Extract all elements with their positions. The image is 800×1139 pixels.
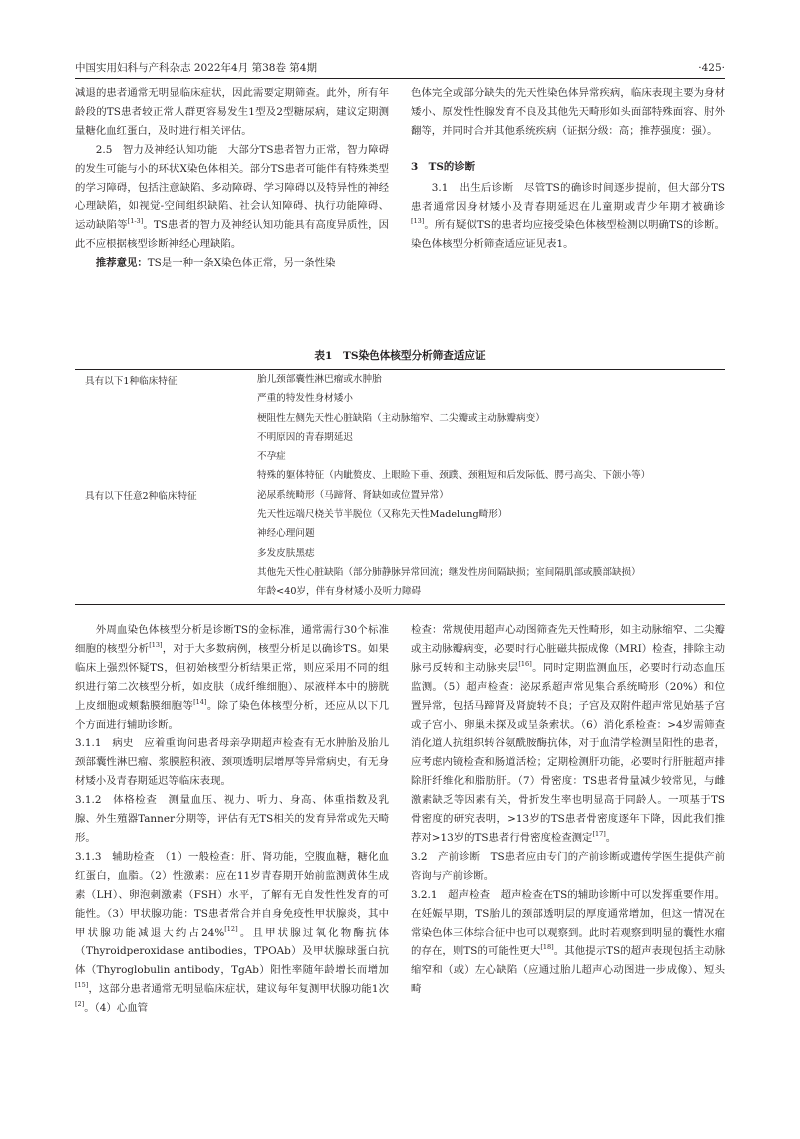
citation: [16] (518, 659, 532, 668)
paragraph: 3.1.2 体格检查 测量血压、视力、听力、身高、体重指数及乳腺、外生殖器Tanner分期等，评估有无TS相关的发育异常或先天畸形。 (75, 794, 389, 844)
paragraph: 色体完全或部分缺失的先天性染色体异常疾病，临床表现主要为身材矮小、原发性性腺发育不良及其他先天畸形如头面部特殊面容、肘外翻等，并同时合并其他系统疾病（证据分级：高；推荐强度：强）。 (411, 87, 725, 137)
running-header (75, 58, 725, 79)
paragraph: 3.2 产前诊断 TS患者应由专门的产前诊断或遗传学医生提供产前咨询与产前诊断。 (411, 850, 725, 882)
recommendation-label: 推荐意见： (95, 257, 148, 270)
paragraph: 3.1.3 辅助检查 （1）一般检查：肝、肾功能，空腹血糖，糖化血红蛋白，血脂。（2）性激素：应在11岁青春期开始前监测黄体生成素（LH）、卵泡刺激素（FSH）水平，了解有无自发性性发育的可能性。（3）甲状腺功能：TS患者常合并自身免疫性甲状腺炎，其中甲状腺功能减退大约占24%[12]。且甲状腺过氧化物酶抗体（Thyroidperoxidase antibodies，TPOAb）及甲状腺球蛋白抗体（Thyroglobulin antibody，TgAb）阳性率随年龄增长而增加[15]，这部分患者通常无明显临床症状，建议每年复测甲状腺功能1次[2]。（4）心血管 (75, 850, 390, 1015)
citation: [12] (224, 924, 238, 933)
citation: [2] (75, 1000, 85, 1009)
table-title: 表1 TS染色体核型分析筛查适应证 (314, 350, 486, 362)
section-heading: 3.2.1 超声检查 (411, 888, 491, 901)
table-group-label: 具有以下1种临床特征 (85, 376, 178, 387)
journal-info: 中国实用妇科与产科杂志 2022年4月 第38卷 第4期 (75, 62, 317, 74)
paragraph: 3.1.1 病史 应着重询问患者母亲孕期超声检查有无水肿胎及胎儿颈部囊性淋巴瘤、浆膜腔积液、颈项透明层增厚等异常病史，有无身材矮小及青春期延迟等临床表现。 (75, 737, 389, 788)
section-heading: 3.1.1 病史 (75, 737, 134, 750)
section-title: 3 TS的诊断 (411, 160, 476, 173)
bottom-right-column (411, 621, 725, 999)
table-row: 多发皮肤黑痣 (257, 547, 315, 559)
top-right-column (411, 84, 725, 254)
section-heading: 3.2 产前诊断 (411, 850, 481, 863)
table-group-label: 具有以下任意2种临床特征 (85, 491, 197, 502)
section-heading: 3.1 出生后诊断 (431, 181, 514, 194)
table-row: 其他先天性心脏缺陷（部分肺静脉异常回流；继发性房间隔缺损；室间隔肌部或膜部缺损） (257, 566, 641, 578)
citation: [17] (592, 829, 606, 838)
table-row: 特殊的躯体特征（内眦赘皮、上眼睑下垂、颈蹼、颈粗短和后发际低、腭弓高尖、下颌小等） (257, 470, 651, 482)
paragraph: 推荐意见：TS是一种一条X染色体正常，另一条性染 (95, 257, 336, 270)
table-row: 神经心理问题 (257, 528, 315, 540)
paragraph: 减退的患者通常无明显临床症状，因此需要定期筛查。此外，所有年龄段的TS患者较正常人群更容易发生1型及2型糖尿病，建议定期测量糖化血红蛋白，及时进行相关评估。 (75, 87, 389, 137)
table-row: 严重的特发性身材矮小 (257, 393, 353, 405)
paragraph: 3.1 出生后诊断 尽管TS的确诊时间逐步提前，但大部分TS患者通常因身材矮小及青春期延迟在儿童期或青少年期才被确诊[13]。所有疑似TS的患者均应接受染色体核型检测以明确TS的诊断。染色体核型分析筛查适应证见表1。 (411, 181, 725, 251)
indication-table (75, 369, 725, 605)
citation: [15] (75, 981, 89, 990)
citation: [1-3] (127, 217, 144, 226)
table-row: 梗阻性左侧先天性心脏缺陷（主动脉缩窄、二尖瓣或主动脉瓣病变） (257, 412, 545, 424)
top-left-column (75, 84, 389, 273)
table-row: 不孕症 (257, 451, 286, 463)
citation: [14] (193, 697, 207, 706)
table-row: 胎儿颈部囊性淋巴瘤或水肿胎 (257, 374, 382, 385)
paragraph: 检查：常规使用超声心动图筛查先天性畸形，如主动脉缩窄、二尖瓣或主动脉瓣病变，必要时行心脏磁共振成像（MRI）检查，排除主动脉弓反转和主动脉夹层[16]。同时定期监测血压，必要时行动态血压监测。（5）超声检查：泌尿系超声常见集合系统畸形（20%）和位置异常，包括马蹄肾及肾旋转不良；子宫及双附件超声常见始基子宫或子宫小、卵巢未探及或呈条索状。（6）消化系检查：>4岁需筛查消化道人抗组织转谷氨酰胺酶抗体，对于血清学检测呈阳性的患者，应考虑内镜检查和肠道活检；定期检测肝功能，必要时行肝脏超声排除肝纤维化和脂肪肝。（7）骨密度：TS患者骨量减少较常见，与雌激素缺乏等因素有关，骨折发生率也明显高于同龄人。一项基于TS骨密度的研究表明，>13岁的TS患者骨密度逐年下降，因此我们推荐对>13岁的TS患者行骨密度检查测定[17]。 (411, 624, 726, 844)
paragraph: 2.5 智力及神经认知功能 大部分TS患者智力正常，智力障碍的发生可能与小的环状X染色体相关。部分TS患者可能伴有特殊类型的学习障碍，包括注意缺陷、多动障碍、学习障碍以及特异性的神经心理缺陷，如视觉-空间组织缺陷、社会认知障碍、执行功能障碍、运动缺陷等[1-3]。TS患者的智力及神经认知功能具有高度异质性，因此不应根据核型诊断神经心理缺陷。 (75, 143, 390, 251)
section-heading: 3.1.3 辅助检查 (75, 850, 155, 863)
table-row: 泌尿系统畸形（马蹄肾、肾缺如或位置异常） (257, 489, 449, 501)
table-rows (257, 370, 717, 602)
bottom-left-column (75, 621, 389, 1018)
table-row: 不明原因的青春期延迟 (257, 431, 353, 443)
paragraph: 3.2.1 超声检查 超声检查在TS的辅助诊断中可以发挥重要作用。在妊娠早期，TS胎儿的颈部透明层的厚度通常增加，但这一情况在常染色体三体综合征中也可以观察到。此时若观察到明显的囊性水瘤的存在，则TS的可能性更大[18]。其他提示TS的超声表现包括主动脉缩窄和（或）左心缺陷（应通过胎儿超声心动图进一步成像）、短头畸 (411, 888, 725, 996)
citation: [13] (411, 217, 425, 226)
table-row: 先天性远端尺桡关节半脱位（又称先天性Madelung畸形） (257, 509, 508, 521)
page-number: ·425· (698, 62, 725, 74)
section-heading: 3.1.2 体格检查 (75, 794, 158, 807)
citation: [13] (149, 640, 163, 649)
paragraph: 外周血染色体核型分析是诊断TS的金标准，通常需行30个标准细胞的核型分析[13]，对于大多数病例，核型分析足以确诊TS。如果临床上强烈怀疑TS，但初始核型分析结果正常，则应采用不同的组织进行第二次核型分析，如皮肤（成纤维细胞）、尿液样本中的膀胱上皮细胞或颊黏膜细胞等[14]。除了染色体核型分析，还应从以下几个方面进行辅助诊断。 (75, 624, 390, 731)
citation: [18] (540, 943, 554, 952)
section-heading: 2.5 智力及神经认知功能 (95, 143, 218, 156)
table-row: 年龄<40岁，伴有身材矮小及听力障碍 (257, 586, 422, 598)
